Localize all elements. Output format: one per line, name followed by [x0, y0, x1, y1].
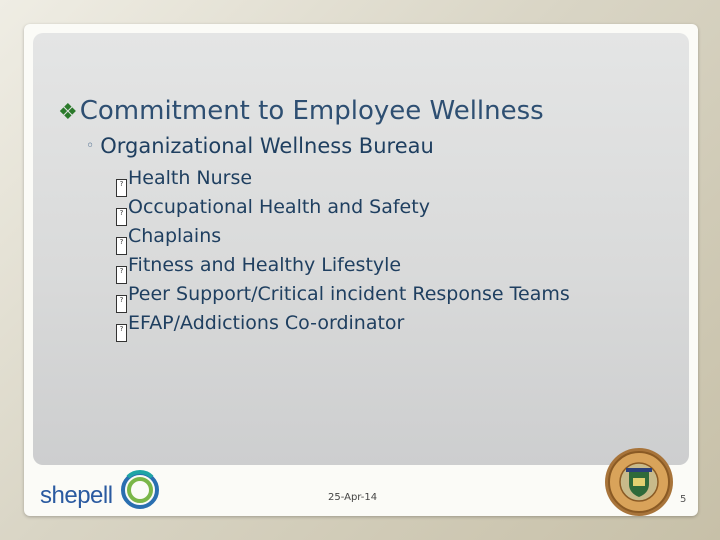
missing-glyph-icon: ? [116, 208, 127, 226]
list-item [116, 309, 570, 338]
missing-glyph-icon: ? [116, 237, 127, 255]
list-item-text: Peer Support/Critical incident Response Teams [128, 283, 570, 305]
list-item-text: Fitness and Healthy Lifestyle [128, 254, 402, 276]
slide-date: 25-Apr-14 [328, 492, 378, 503]
missing-glyph-icon: ? [116, 324, 127, 342]
slide-title-text: Commitment to Employee Wellness [79, 96, 544, 126]
list-item-text: EFAP/Addictions Co-ordinator [128, 312, 405, 334]
list-item [116, 222, 570, 251]
bullet-list [116, 164, 570, 338]
list-item [116, 280, 570, 309]
slide-subtitle-text: Organizational Wellness Bureau [100, 134, 434, 158]
list-item-text: Health Nurse [128, 167, 253, 189]
ring-bullet-icon: ◦ [86, 138, 95, 154]
shepell-logo [40, 468, 164, 516]
list-item [116, 193, 570, 222]
logo-text: shepell [40, 482, 113, 509]
page-number: 5 [680, 494, 687, 505]
slide-subtitle [86, 134, 434, 158]
missing-glyph-icon: ? [116, 295, 127, 313]
shepell-rings-icon [118, 468, 162, 512]
missing-glyph-icon: ? [116, 179, 127, 197]
list-item-text: Chaplains [128, 225, 222, 247]
missing-glyph-icon: ? [116, 266, 127, 284]
police-badge-seal-icon [604, 446, 674, 518]
list-item-text: Occupational Health and Safety [128, 196, 430, 218]
list-item [116, 164, 570, 193]
list-item [116, 251, 570, 280]
slide-title [58, 96, 544, 126]
diamond-bullet-icon: ❖ [58, 100, 78, 125]
